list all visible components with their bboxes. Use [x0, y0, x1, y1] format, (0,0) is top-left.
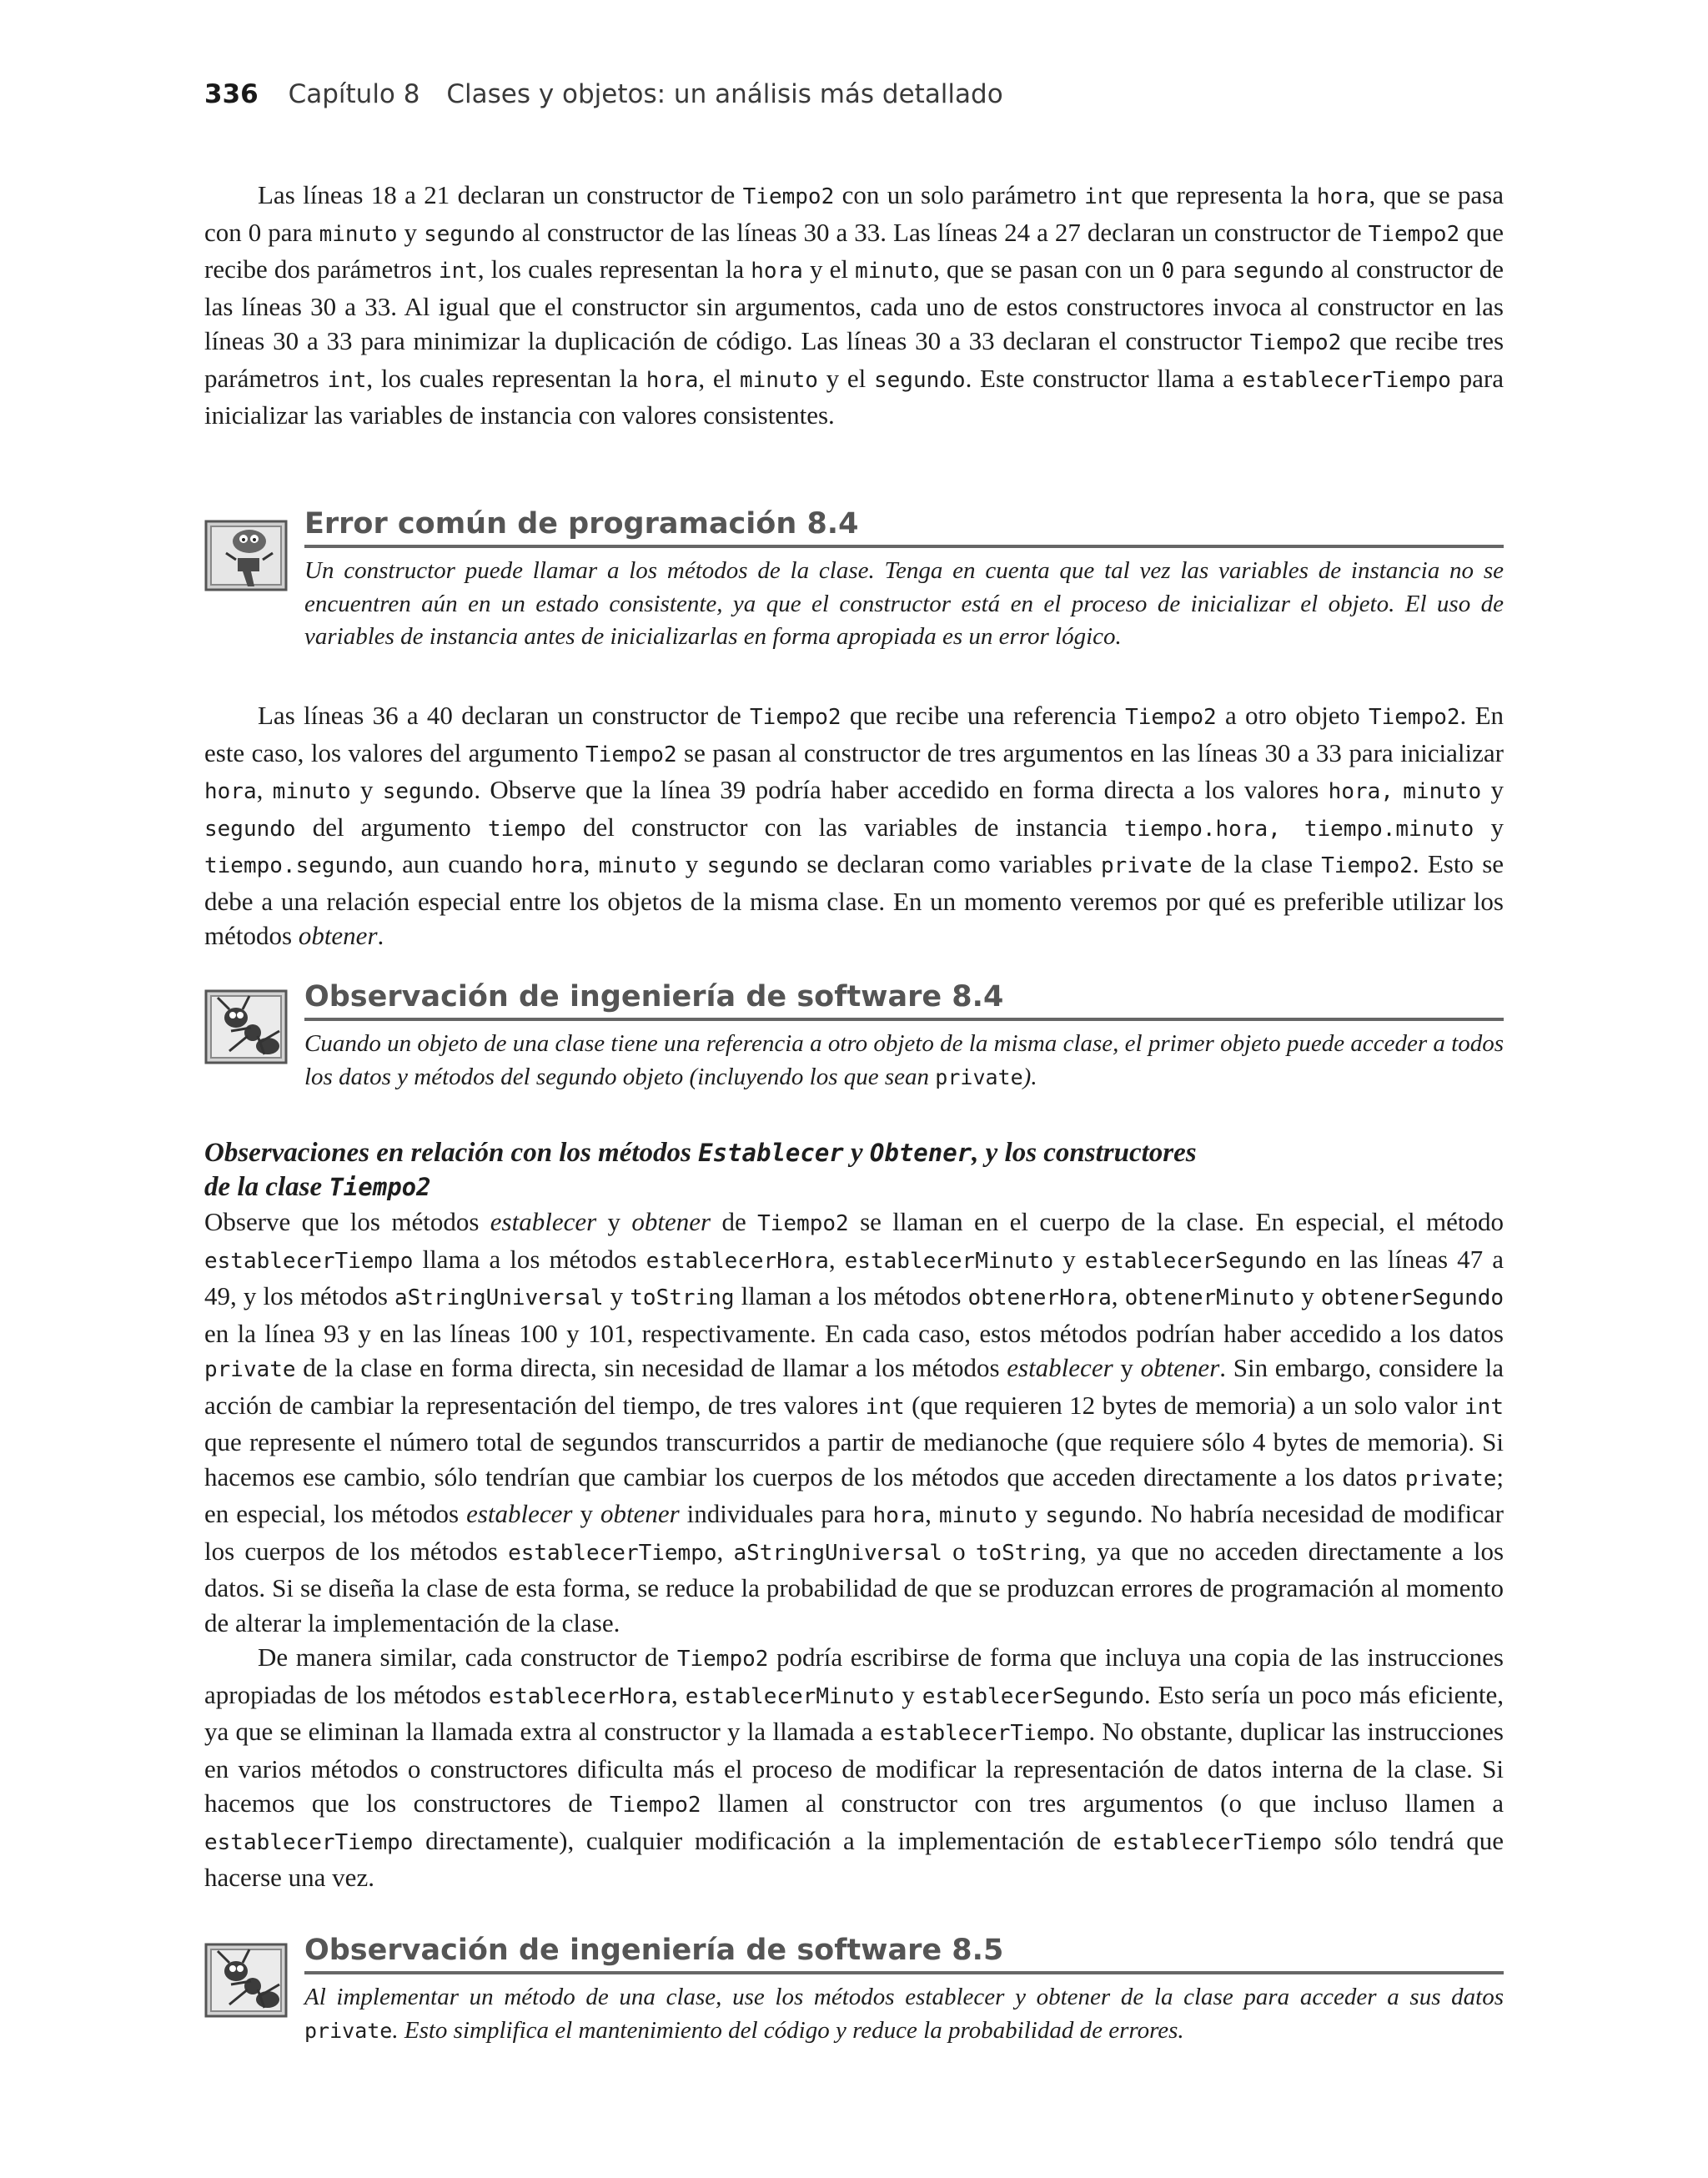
paragraph: De manera similar, cada constructor de Tiempo2 podría escribirse de forma que incluya una copia de las instrucciones apropiadas de los métodos establecerHora, establecerMinuto y establecerSegundo. Esto sería un poco más eficiente, ya que se eliminan la llamada extra al constructor y la llamada a establecerTiempo. No obstante, duplicar las instrucciones en varios métodos o constructores dificulta más el proceso de modificar la representación de datos interna de la clase. Si hacemos que los constructores de Tiempo2 llamen al constructor con tres argumentos (o que incluso llamen a establecerTiempo directamente), cualquier modificación a la implementación de establecerTiempo sólo tendrá que hacerse una vez. — [204, 1642, 1505, 1892]
code-span: Tiempo2 — [1125, 705, 1217, 730]
italic-span: obtener — [600, 1499, 680, 1528]
code-span: Tiempo2 — [1249, 330, 1342, 355]
code-span: hora — [204, 779, 257, 804]
code-span: establecerTiempo — [508, 1540, 717, 1566]
code-span: toString — [630, 1285, 735, 1310]
code-span: hora, — [1328, 779, 1394, 804]
code-span: obtenerHora — [967, 1285, 1112, 1310]
code-span: establecerMinuto — [685, 1683, 895, 1709]
code-span: establecerHora — [646, 1248, 829, 1274]
tip-box-software-engineering-8-4 — [204, 976, 1504, 1101]
code-span: segundo — [204, 816, 296, 842]
code-span: Tiempo2 — [757, 1211, 849, 1236]
code-span: establecerTiempo — [879, 1721, 1089, 1746]
code-span: int — [865, 1394, 905, 1420]
paragraph: Las líneas 18 a 21 declaran un constructor de Tiempo2 con un solo parámetro int que representa la hora, que se pasa con 0 para minuto y segundo al constructor de las líneas 30 a 33. Las líneas 24 a 27 declaran un constructor de Tiempo2 que recibe dos parámetros int, los cuales representan la hora y el minuto, que se pasan con un 0 para segundo al constructor de las líneas 30 a 33. Al igual que el constructor sin argumentos, cada uno de estos constructores invoca al constructor en las líneas 30 a 33 para minimizar la duplicación de código. Las líneas 30 a 33 declaran el constructor Tiempo2 que recibe tres parámetros int, los cuales representan la hora, el minuto y el segundo. Este constructor llama a establecerTiempo para inicializar las variables de instancia con valores consistentes. — [204, 180, 1505, 430]
code-span: int — [1464, 1394, 1504, 1420]
italic-span: establecer — [490, 1207, 597, 1236]
code-span: tiempo.segundo — [204, 853, 388, 878]
code-span: private — [935, 1064, 1023, 1089]
code-span: hora — [1316, 184, 1369, 209]
code-span: segundo — [382, 779, 475, 804]
code-span: establecerTiempo — [1242, 367, 1451, 393]
code-span: establecerTiempo — [204, 1829, 414, 1855]
code-span: Tiempo2 — [750, 705, 841, 730]
body-text-bottom — [204, 1205, 1504, 1895]
code-span: establecerSegundo — [922, 1683, 1144, 1709]
code-span: minuto — [938, 1503, 1017, 1528]
code-span: Tiempo2 — [585, 742, 677, 767]
italic-span: establecer — [466, 1499, 573, 1528]
code-span: aStringUniversal — [733, 1540, 942, 1566]
code-span: Obtener — [869, 1139, 972, 1167]
code-span: obtenerMinuto — [1124, 1285, 1295, 1310]
code-span: int — [438, 259, 478, 284]
section-subheading: Observaciones en relación con los métodos Establecer y Obtener, y los constructores de la clase Tiempo2 — [204, 1138, 1197, 1202]
code-span: private — [304, 2018, 393, 2043]
chapter-title: Clases y objetos: un análisis más detallado — [446, 79, 1003, 109]
code-span: hora — [872, 1503, 926, 1528]
code-span: 0 — [1161, 259, 1175, 284]
code-span: establecerTiempo — [1113, 1829, 1323, 1855]
code-span: hora — [530, 853, 584, 878]
code-span: minuto — [598, 853, 677, 878]
code-span: Tiempo2 — [609, 1793, 701, 1818]
code-span: private — [204, 1357, 296, 1382]
italic-span: obtener — [1140, 1353, 1220, 1382]
code-span: Tiempo2 — [676, 1647, 769, 1672]
tip-title: Observación de ingeniería de software 8.4 — [304, 976, 1504, 1021]
code-span: segundo — [424, 221, 515, 247]
chapter-label: Capítulo 8 — [288, 79, 420, 109]
code-span: minuto — [855, 259, 934, 284]
code-span: Tiempo2 — [1321, 853, 1413, 878]
body-text-top — [204, 178, 1504, 433]
paragraph: Las líneas 36 a 40 declaran un constructor de Tiempo2 que recibe una referencia Tiempo2 a otro objeto Tiempo2. En este caso, los valores del argumento Tiempo2 se pasan al constructor de tres argumentos en las líneas 30 a 33 para inicializar hora, minuto y segundo. Observe que la línea 39 podría haber accedido en forma directa a los valores hora, minuto y segundo del argumento tiempo del constructor con las variables de instancia tiempo.hora, tiempo.minuto y tiempo.segundo, aun cuando hora, minuto y segundo se declaran como variables private de la clase Tiempo2. Esto se debe a una relación especial entre los objetos de la misma clase. En un momento veremos por qué es preferible utilizar los métodos obtener. — [204, 701, 1505, 950]
tip-title: Error común de programación 8.4 — [304, 503, 1504, 548]
code-span: tiempo.hora, tiempo.minuto — [1123, 816, 1474, 842]
code-span: toString — [975, 1540, 1081, 1566]
code-span: minuto — [1403, 779, 1482, 804]
code-span: minuto — [319, 221, 398, 247]
ant-icon — [204, 984, 292, 1068]
code-span: int — [327, 367, 367, 393]
ant-icon — [204, 1938, 292, 2021]
code-span: hora — [646, 367, 699, 393]
tip-body: Al implementar un método de una clase, use los métodos establecer y obtener de la clase para acceder a sus datos private. Esto simplifica el mantenimiento del código y reduce la probabilidad de errores. — [304, 1984, 1504, 2044]
code-span: Tiempo2 — [1368, 705, 1460, 730]
code-span: Tiempo2 — [742, 184, 835, 209]
code-span: obtenerSegundo — [1320, 1285, 1505, 1310]
code-span: Tiempo2 — [329, 1173, 431, 1201]
tip-box-software-engineering-8-5 — [204, 1929, 1504, 2055]
code-span: Establecer — [698, 1139, 844, 1167]
code-span: minuto — [739, 367, 818, 393]
code-span: aStringUniversal — [394, 1285, 604, 1310]
code-span: establecerSegundo — [1084, 1248, 1307, 1274]
code-span: establecerMinuto — [844, 1248, 1054, 1274]
italic-span: obtener — [298, 921, 378, 950]
tip-body: Un constructor puede llamar a los métodos de la clase. Tenga en cuenta que tal vez las variables de instancia no se encuentren aún en un estado consistente, ya que el constructor está en el proceso de inicializar el objeto. El uso de variables de instancia antes de inicializarlas en forma apropiada es un error lógico. — [304, 557, 1504, 650]
code-span: private — [1404, 1466, 1497, 1491]
code-span: segundo — [1045, 1503, 1137, 1528]
code-span: Tiempo2 — [1368, 221, 1460, 247]
italic-span: obtener — [631, 1207, 711, 1236]
code-span: segundo — [1232, 259, 1324, 284]
paragraph: Observe que los métodos establecer y obtener de Tiempo2 se llaman en el cuerpo de la clase. En especial, el método establecerTiempo llama a los métodos establecerHora, establecerMinuto y establecerSegundo en las líneas 47 a 49, y los métodos aStringUniversal y toString llaman a los métodos obtenerHora, obtenerMinuto y obtenerSegundo en la línea 93 y en las líneas 100 y 101, respectivamente. En cada caso, estos métodos podrían haber accedido a los datos private de la clase en forma directa, sin necesidad de llamar a los métodos establecer y obtener. Sin embargo, considere la acción de cambiar la representación del tiempo, de tres valores int (que requieren 12 bytes de memoria) a un solo valor int que represente el número total de segundos transcurridos a partir de medianoche (que requiere sólo 4 bytes de memoria). Si hacemos ese cambio, sólo tendrían que cambiar los cuerpos de los métodos que acceden directamente a los datos private; en especial, los métodos establecer y obtener individuales para hora, minuto y segundo. No habría necesidad de modificar los cuerpos de los métodos establecerTiempo, aStringUniversal o toString, ya que no acceden directamente a los datos. Si se diseña la clase de esta forma, se reduce la probabilidad de que se produzcan errores de programación al momento de alterar la implementación de la clase. — [204, 1207, 1505, 1637]
code-span: segundo — [873, 367, 966, 393]
code-span: hora — [751, 259, 803, 284]
page-number: 336 — [204, 79, 259, 109]
italic-span: establecer — [1007, 1353, 1113, 1382]
code-span: private — [1101, 853, 1193, 878]
body-text-middle — [204, 698, 1504, 953]
code-span: tiempo — [487, 816, 566, 842]
code-span: establecerHora — [488, 1683, 671, 1709]
running-header — [204, 79, 1003, 109]
tip-box-common-error — [204, 503, 1504, 670]
tip-body: Cuando un objeto de una clase tiene una referencia a otro objeto de la misma clase, el primer objeto puede acceder a todos los datos y métodos del segundo objeto (incluyendo los que sean private). — [304, 1030, 1504, 1090]
tip-title: Observación de ingeniería de software 8.5 — [304, 1929, 1504, 1974]
code-span: minuto — [272, 779, 351, 804]
code-span: establecerTiempo — [204, 1248, 414, 1274]
code-span: int — [1084, 184, 1124, 209]
code-span: segundo — [706, 853, 799, 878]
thumbs-down-bug-icon — [204, 511, 292, 595]
